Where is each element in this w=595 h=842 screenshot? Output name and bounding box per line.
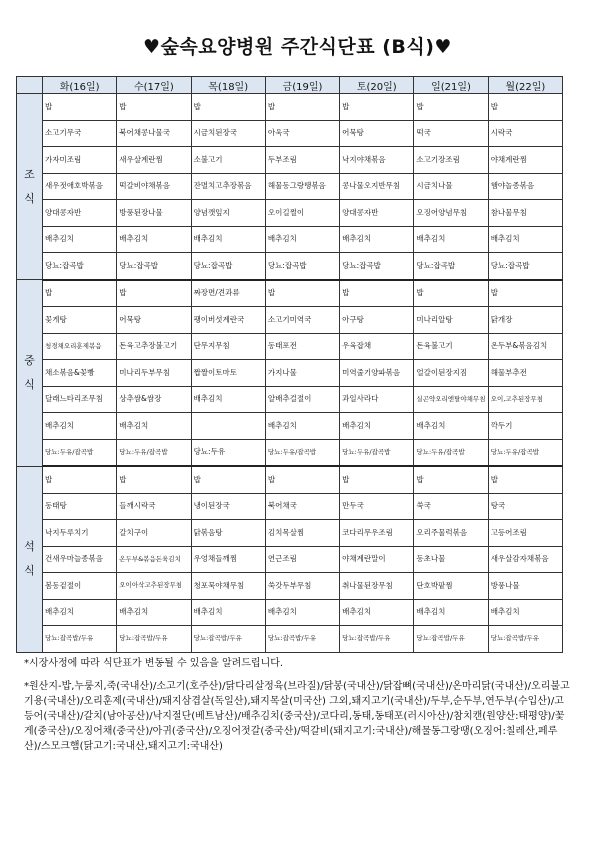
menu-cell: 미나리두부무침 (117, 360, 191, 387)
menu-cell: 당뇨:잡곡밥/두유 (265, 626, 339, 653)
menu-row (17, 466, 563, 493)
menu-cell: 밥 (265, 280, 339, 307)
menu-cell: 당뇨:잡곡밥 (414, 253, 488, 280)
menu-cell: 당뇨:잡곡밥 (340, 253, 414, 280)
day-header: 목(18일) (191, 77, 265, 94)
menu-cell: 낙지두루치기 (43, 520, 117, 547)
menu-cell (191, 413, 265, 440)
menu-cell: 밥 (265, 466, 339, 493)
menu-cell: 동초나물 (414, 546, 488, 573)
menu-cell: 얼갈이된장지짐 (414, 360, 488, 387)
menu-cell: 양대콩자반 (43, 200, 117, 227)
menu-cell: 봄동겉절이 (43, 573, 117, 600)
menu-cell: 배추김치 (191, 226, 265, 253)
menu-cell: 야채계란말이 (340, 546, 414, 573)
menu-cell: 어묵탕 (340, 120, 414, 147)
menu-row (17, 307, 563, 334)
menu-row (17, 120, 563, 147)
menu-cell: 양대콩자반 (340, 200, 414, 227)
menu-cell: 시락국 (488, 120, 562, 147)
menu-cell: 밥 (488, 94, 562, 121)
menu-cell: 미나리알탕 (414, 307, 488, 334)
menu-cell: 배추김치 (340, 413, 414, 440)
menu-row (17, 360, 563, 387)
menu-cell: 단무지무침 (191, 333, 265, 360)
menu-cell: 밥 (340, 94, 414, 121)
menu-cell: 밥 (488, 280, 562, 307)
menu-cell: 채소볶음&꽃빵 (43, 360, 117, 387)
menu-cell: 북어채콩나물국 (117, 120, 191, 147)
menu-cell: 오리주물럭볶음 (414, 520, 488, 547)
menu-cell: 밥 (414, 466, 488, 493)
menu-cell: 들깨시락국 (117, 493, 191, 520)
menu-cell: 코다리무우조림 (340, 520, 414, 547)
menu-cell: 당뇨:두유 (191, 439, 265, 466)
menu-cell: 배추김치 (43, 226, 117, 253)
menu-cell: 새우살감자채볶음 (488, 546, 562, 573)
menu-cell: 배추김치 (43, 413, 117, 440)
menu-cell: 밥 (43, 94, 117, 121)
menu-cell: 방풍나물 (488, 573, 562, 600)
menu-cell: 배추김치 (117, 226, 191, 253)
menu-cell: 가자미조림 (43, 147, 117, 174)
menu-cell: 미역줄기양파볶음 (340, 360, 414, 387)
menu-row (17, 333, 563, 360)
menu-cell: 새우젓애호박볶음 (43, 173, 117, 200)
menu-cell: 배추김치 (265, 413, 339, 440)
menu-cell: 온두부&볶음김치 (488, 333, 562, 360)
menu-cell: 배추김치 (414, 413, 488, 440)
menu-cell: 밥 (43, 280, 117, 307)
menu-cell: 청포묵야채무침 (191, 573, 265, 600)
menu-cell: 밥 (43, 466, 117, 493)
menu-cell: 배추김치 (117, 413, 191, 440)
menu-cell: 과일사라다 (340, 386, 414, 413)
day-header: 일(21일) (414, 77, 488, 94)
day-header: 토(20일) (340, 77, 414, 94)
menu-cell: 팽이버섯계란국 (191, 307, 265, 334)
menu-cell: 배추김치 (488, 226, 562, 253)
menu-cell: 꽃게탕 (43, 307, 117, 334)
menu-cell: 실곤약오리엔탈야채무침 (414, 386, 488, 413)
menu-cell: 가지나물 (265, 360, 339, 387)
menu-cell: 당뇨:잡곡밥/두유 (191, 626, 265, 653)
menu-cell: 해물부추전 (488, 360, 562, 387)
menu-cell: 양념깻잎지 (191, 200, 265, 227)
menu-cell: 닭개장 (488, 307, 562, 334)
change-notice: *시장사정에 따라 식단표가 변동될 수 있음을 알려드립니다. (24, 658, 284, 669)
menu-row (17, 253, 563, 280)
menu-cell: 햄야놀종볶음 (488, 173, 562, 200)
menu-cell: 해물동그랑땡볶음 (265, 173, 339, 200)
menu-cell: 당뇨:두유/잡곡밥 (265, 439, 339, 466)
menu-cell: 당뇨:두유/잡곡밥 (117, 439, 191, 466)
menu-cell: 상추쌈&쌈장 (117, 386, 191, 413)
menu-cell: 새우살계란찜 (117, 147, 191, 174)
day-header: 화(16일) (43, 77, 117, 94)
menu-row (17, 599, 563, 626)
menu-cell: 밥 (117, 466, 191, 493)
menu-row (17, 200, 563, 227)
menu-cell: 두부조림 (265, 147, 339, 174)
menu-cell: 배추김치 (414, 599, 488, 626)
menu-cell: 당뇨:두유/잡곡밥 (488, 439, 562, 466)
menu-cell: 야채계란찜 (488, 147, 562, 174)
menu-cell: 배추김치 (414, 226, 488, 253)
menu-cell: 잔멸치고추장볶음 (191, 173, 265, 200)
menu-row (17, 439, 563, 466)
menu-cell: 동태포전 (265, 333, 339, 360)
menu-row (17, 226, 563, 253)
menu-cell: 떡갈비야채볶음 (117, 173, 191, 200)
menu-cell: 온두부&볶음돈육김치 (117, 546, 191, 573)
menu-cell: 북어채국 (265, 493, 339, 520)
menu-cell: 배추김치 (265, 226, 339, 253)
menu-cell: 동태탕 (43, 493, 117, 520)
menu-cell: 방풍된장나물 (117, 200, 191, 227)
menu-cell: 닭볶음탕 (191, 520, 265, 547)
menu-row (17, 280, 563, 307)
menu-cell: 밥 (340, 280, 414, 307)
menu-cell: 배추김치 (340, 226, 414, 253)
menu-cell: 달래느타리조무침 (43, 386, 117, 413)
weekly-menu-table (16, 76, 563, 653)
menu-cell: 소고기무국 (43, 120, 117, 147)
menu-cell: 당뇨:두유/잡곡밥 (340, 439, 414, 466)
menu-row (17, 386, 563, 413)
menu-row (17, 520, 563, 547)
meal-label: 중 식 (17, 280, 43, 467)
menu-cell: 오이아삭고추된장무침 (117, 573, 191, 600)
menu-cell: 탕국 (488, 493, 562, 520)
page-title: ♥숲속요양병원 주간식단표 (B식)♥ (143, 36, 452, 58)
menu-cell: 낙지야채볶음 (340, 147, 414, 174)
menu-cell: 당뇨:두유/잡곡밥 (414, 439, 488, 466)
menu-cell: 쑥갓두부무침 (265, 573, 339, 600)
menu-cell: 시금치나물 (414, 173, 488, 200)
menu-cell: 돈육고추장불고기 (117, 333, 191, 360)
menu-cell: 배추김치 (43, 599, 117, 626)
meal-label: 석 식 (17, 466, 43, 652)
menu-row (17, 493, 563, 520)
menu-cell: 밥 (340, 466, 414, 493)
day-header: 금(19일) (265, 77, 339, 94)
menu-cell: 당뇨:잡곡밥/두유 (414, 626, 488, 653)
notes (24, 657, 572, 762)
menu-cell: 쑥국 (414, 493, 488, 520)
menu-cell: 시금치된장국 (191, 120, 265, 147)
day-header: 월(22일) (488, 77, 562, 94)
menu-cell: 당뇨:잡곡밥/두유 (117, 626, 191, 653)
menu-cell: 갈치구이 (117, 520, 191, 547)
menu-cell: 밥 (117, 94, 191, 121)
menu-cell: 고등어조림 (488, 520, 562, 547)
menu-cell: 알배추걸절이 (265, 386, 339, 413)
menu-cell: 우육잡채 (340, 333, 414, 360)
menu-cell: 청경채오리훈제볶음 (43, 333, 117, 360)
menu-cell: 밥 (117, 280, 191, 307)
menu-cell: 연근조림 (265, 546, 339, 573)
menu-cell: 당뇨:잡곡밥 (191, 253, 265, 280)
menu-cell: 당뇨:잡곡밥 (43, 253, 117, 280)
menu-row (17, 94, 563, 121)
day-header-row (17, 77, 563, 94)
menu-row (17, 573, 563, 600)
menu-cell: 배추김치 (265, 599, 339, 626)
menu-cell: 당뇨:잡곡밥 (265, 253, 339, 280)
menu-row (17, 626, 563, 653)
menu-cell: 당뇨:잡곡밥 (117, 253, 191, 280)
menu-body (17, 94, 563, 653)
menu-cell: 오징어양념무침 (414, 200, 488, 227)
header-corner (17, 77, 43, 94)
menu-cell: 아구탕 (340, 307, 414, 334)
menu-cell: 배추김치 (488, 599, 562, 626)
menu-cell: 배추김치 (340, 599, 414, 626)
menu-cell: 밥 (414, 280, 488, 307)
menu-row (17, 173, 563, 200)
menu-cell: 배추김치 (191, 386, 265, 413)
menu-cell: 밥 (414, 94, 488, 121)
menu-cell: 우엉채들깨찜 (191, 546, 265, 573)
menu-row (17, 546, 563, 573)
menu-cell: 취나물된장무침 (340, 573, 414, 600)
menu-cell: 소고기장조림 (414, 147, 488, 174)
menu-cell: 콩나물오지반무침 (340, 173, 414, 200)
menu-cell: 어묵탕 (117, 307, 191, 334)
menu-cell: 당뇨:잡곡밥/두유 (43, 626, 117, 653)
menu-cell: 참나물무침 (488, 200, 562, 227)
origin-notice: *원산지-밥,누룽지,죽(국내산)/소고기(호주산)/닭다리살정육(브라질)/닭봉(국내산)/닭잡뼈(국내산)/온마리닭(국내산)/오리불고기용(국내산)/오리훈제(국내산)/돼지삼겹살(독일산),돼지목살(미국산) 그외,돼지고기(국내산)/두부,순두부,연두부(수입산)/고등어(국내산)/갈치(남아공산)/낙지절단(베트남산)/배추김치(중국산)/코다리,동태,동태포(러시아산)/참치캔(원양산:태평양)/꽃게(중국산)/오징어채(중국산)/아귀(중국산)/오징어젓갈(중국산)/떡갈비(돼지고기:국내산)/해물동그랑땡(오징어:칠레산,페루산)/스모크햄(닭고기:국내산,돼지고기:국내산) (24, 681, 570, 752)
menu-cell: 당뇨:잡곡밥/두유 (488, 626, 562, 653)
menu-cell: 오이길쩔이 (265, 200, 339, 227)
menu-cell: 김치목살찜 (265, 520, 339, 547)
menu-cell: 깍두기 (488, 413, 562, 440)
menu-cell: 밥 (191, 94, 265, 121)
menu-cell: 만두국 (340, 493, 414, 520)
menu-cell: 배추김치 (191, 599, 265, 626)
menu-cell: 소불고기 (191, 147, 265, 174)
menu-cell: 소고기미역국 (265, 307, 339, 334)
menu-cell: 냉이된장국 (191, 493, 265, 520)
day-header: 수(17일) (117, 77, 191, 94)
menu-row (17, 413, 563, 440)
menu-cell: 당뇨:잡곡밥 (488, 253, 562, 280)
menu-cell: 단호박팥찜 (414, 573, 488, 600)
menu-cell: 당뇨:잡곡밥/두유 (340, 626, 414, 653)
menu-cell: 아욱국 (265, 120, 339, 147)
menu-cell: 당뇨:두유/잡곡밥 (43, 439, 117, 466)
menu-cell: 건새우마늘종볶음 (43, 546, 117, 573)
menu-cell: 짜장면/견과류 (191, 280, 265, 307)
meal-label: 조 식 (17, 94, 43, 280)
menu-cell: 떡국 (414, 120, 488, 147)
menu-row (17, 147, 563, 174)
menu-cell: 오이,고추된장무침 (488, 386, 562, 413)
menu-cell: 배추김치 (117, 599, 191, 626)
menu-cell: 밥 (191, 466, 265, 493)
menu-cell: 짭짤이토마토 (191, 360, 265, 387)
menu-cell: 밥 (488, 466, 562, 493)
menu-cell: 돈육불고기 (414, 333, 488, 360)
menu-cell: 밥 (265, 94, 339, 121)
